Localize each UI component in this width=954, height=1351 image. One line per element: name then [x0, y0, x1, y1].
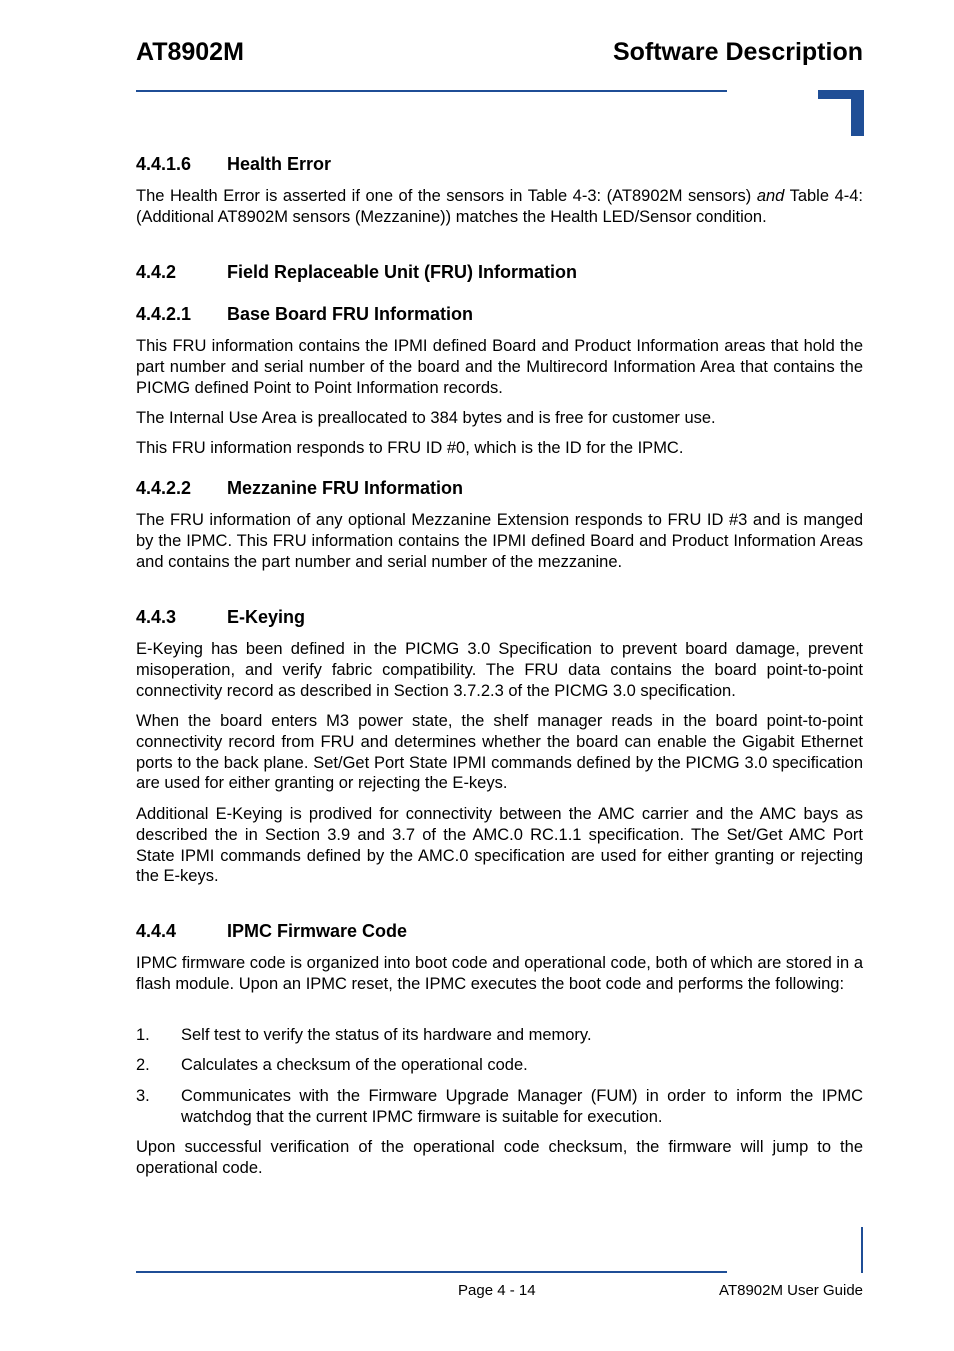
list-item-number: 3. [136, 1087, 150, 1105]
list-item-text: Calculates a checksum of the operational code. [181, 1056, 528, 1074]
list-item-text: Self test to verify the status of its hardware and memory. [181, 1026, 592, 1044]
document-title: AT8902M [136, 38, 244, 66]
paragraph-base-board-fru-1: This FRU information contains the IPMI defined Board and Product Information areas that hold the part number and serial number of the board and the Multirecord Information Area that contains the PICMG defined Point to Point Information records. [136, 337, 863, 397]
heading-mezzanine-fru: 4.4.2.2 Mezzanine FRU Information [136, 478, 464, 498]
heading-e-keying: 4.4.3 E-Keying [136, 607, 306, 627]
footer-rule [136, 1271, 727, 1273]
paragraph-ipmc-firmware-2: Upon successful verification of the operational code checksum, the firmware will jump to the operational code. [136, 1138, 863, 1177]
paragraph-e-keying-3: Additional E-Keying is prodived for connectivity between the AMC carrier and the AMC bays as described the in Section 3.9 and 3.7 of the AMC.0 RC.1.1 specification. The Set/Get AMC Port State IPMI commands defined by the AMC.0 specification are used for either granting or rejecting the E-keys. [136, 805, 863, 886]
section-title-header: Software Description [612, 38, 863, 66]
heading-base-board-fru: 4.4.2.1 Base Board FRU Information [136, 304, 474, 324]
paragraph-e-keying-1: E-Keying has been defined in the PICMG 3.0 Specification to prevent board damage, prevent misoperation, and verify fabric compatibility. The FRU data contains the board point-to-point connectivity record as described in Section 3.7.2.3 of the PICMG 3.0 specification. [136, 640, 863, 700]
list-item-number: 1. [136, 1026, 150, 1044]
footer-guide-title: AT8902M User Guide [719, 1282, 863, 1299]
paragraph-base-board-fru-3: This FRU information responds to FRU ID #0, which is the ID for the IPMC. [136, 439, 684, 457]
paragraph-ipmc-firmware-1: IPMC firmware code is organized into boot code and operational code, both of which are stored in a flash module. Upon an IPMC reset, the IPMC executes the boot code and performs the following: [136, 954, 863, 993]
header-rule [136, 90, 727, 92]
paragraph-mezzanine-fru: The FRU information of any optional Mezzanine Extension responds to FRU ID #3 and is manged by the IPMC. This FRU information contains the IPMI defined Board and Product Information Areas and contains the part number and serial number of the mezzanine. [136, 511, 863, 571]
list-item-number: 2. [136, 1056, 150, 1074]
paragraph-base-board-fru-2: The Internal Use Area is preallocated to 384 bytes and is free for customer use. [136, 409, 716, 427]
page-number: Page 4 - 14 [458, 1282, 536, 1299]
paragraph-health-error: The Health Error is asserted if one of the sensors in Table 4-3: (AT8902M sensors) and Table 4-4: (Additional AT8902M sensors (Mezzanine)) matches the Health LED/Sensor condition. [136, 187, 863, 226]
heading-health-error: 4.4.1.6 Health Error [136, 154, 332, 174]
heading-ipmc-firmware: 4.4.4 IPMC Firmware Code [136, 921, 408, 941]
corner-mark-side [851, 90, 864, 136]
list-item-text: Communicates with the Firmware Upgrade Manager (FUM) in order to inform the IPMC watchdog that the current IPMC firmware is suitable for execution. [181, 1087, 863, 1126]
heading-fru-information: 4.4.2 Field Replaceable Unit (FRU) Information [136, 262, 578, 282]
footer-corner-mark [861, 1227, 863, 1273]
paragraph-e-keying-2: When the board enters M3 power state, the shelf manager reads in the board point-to-point connectivity record from FRU and determines whether the board can enable the Gigabit Ethernet ports to the back plane. Set/Get Port State IPMI commands defined by the PICMG 3.0 specification are used for either granting or rejecting the E-keys. [136, 712, 863, 793]
